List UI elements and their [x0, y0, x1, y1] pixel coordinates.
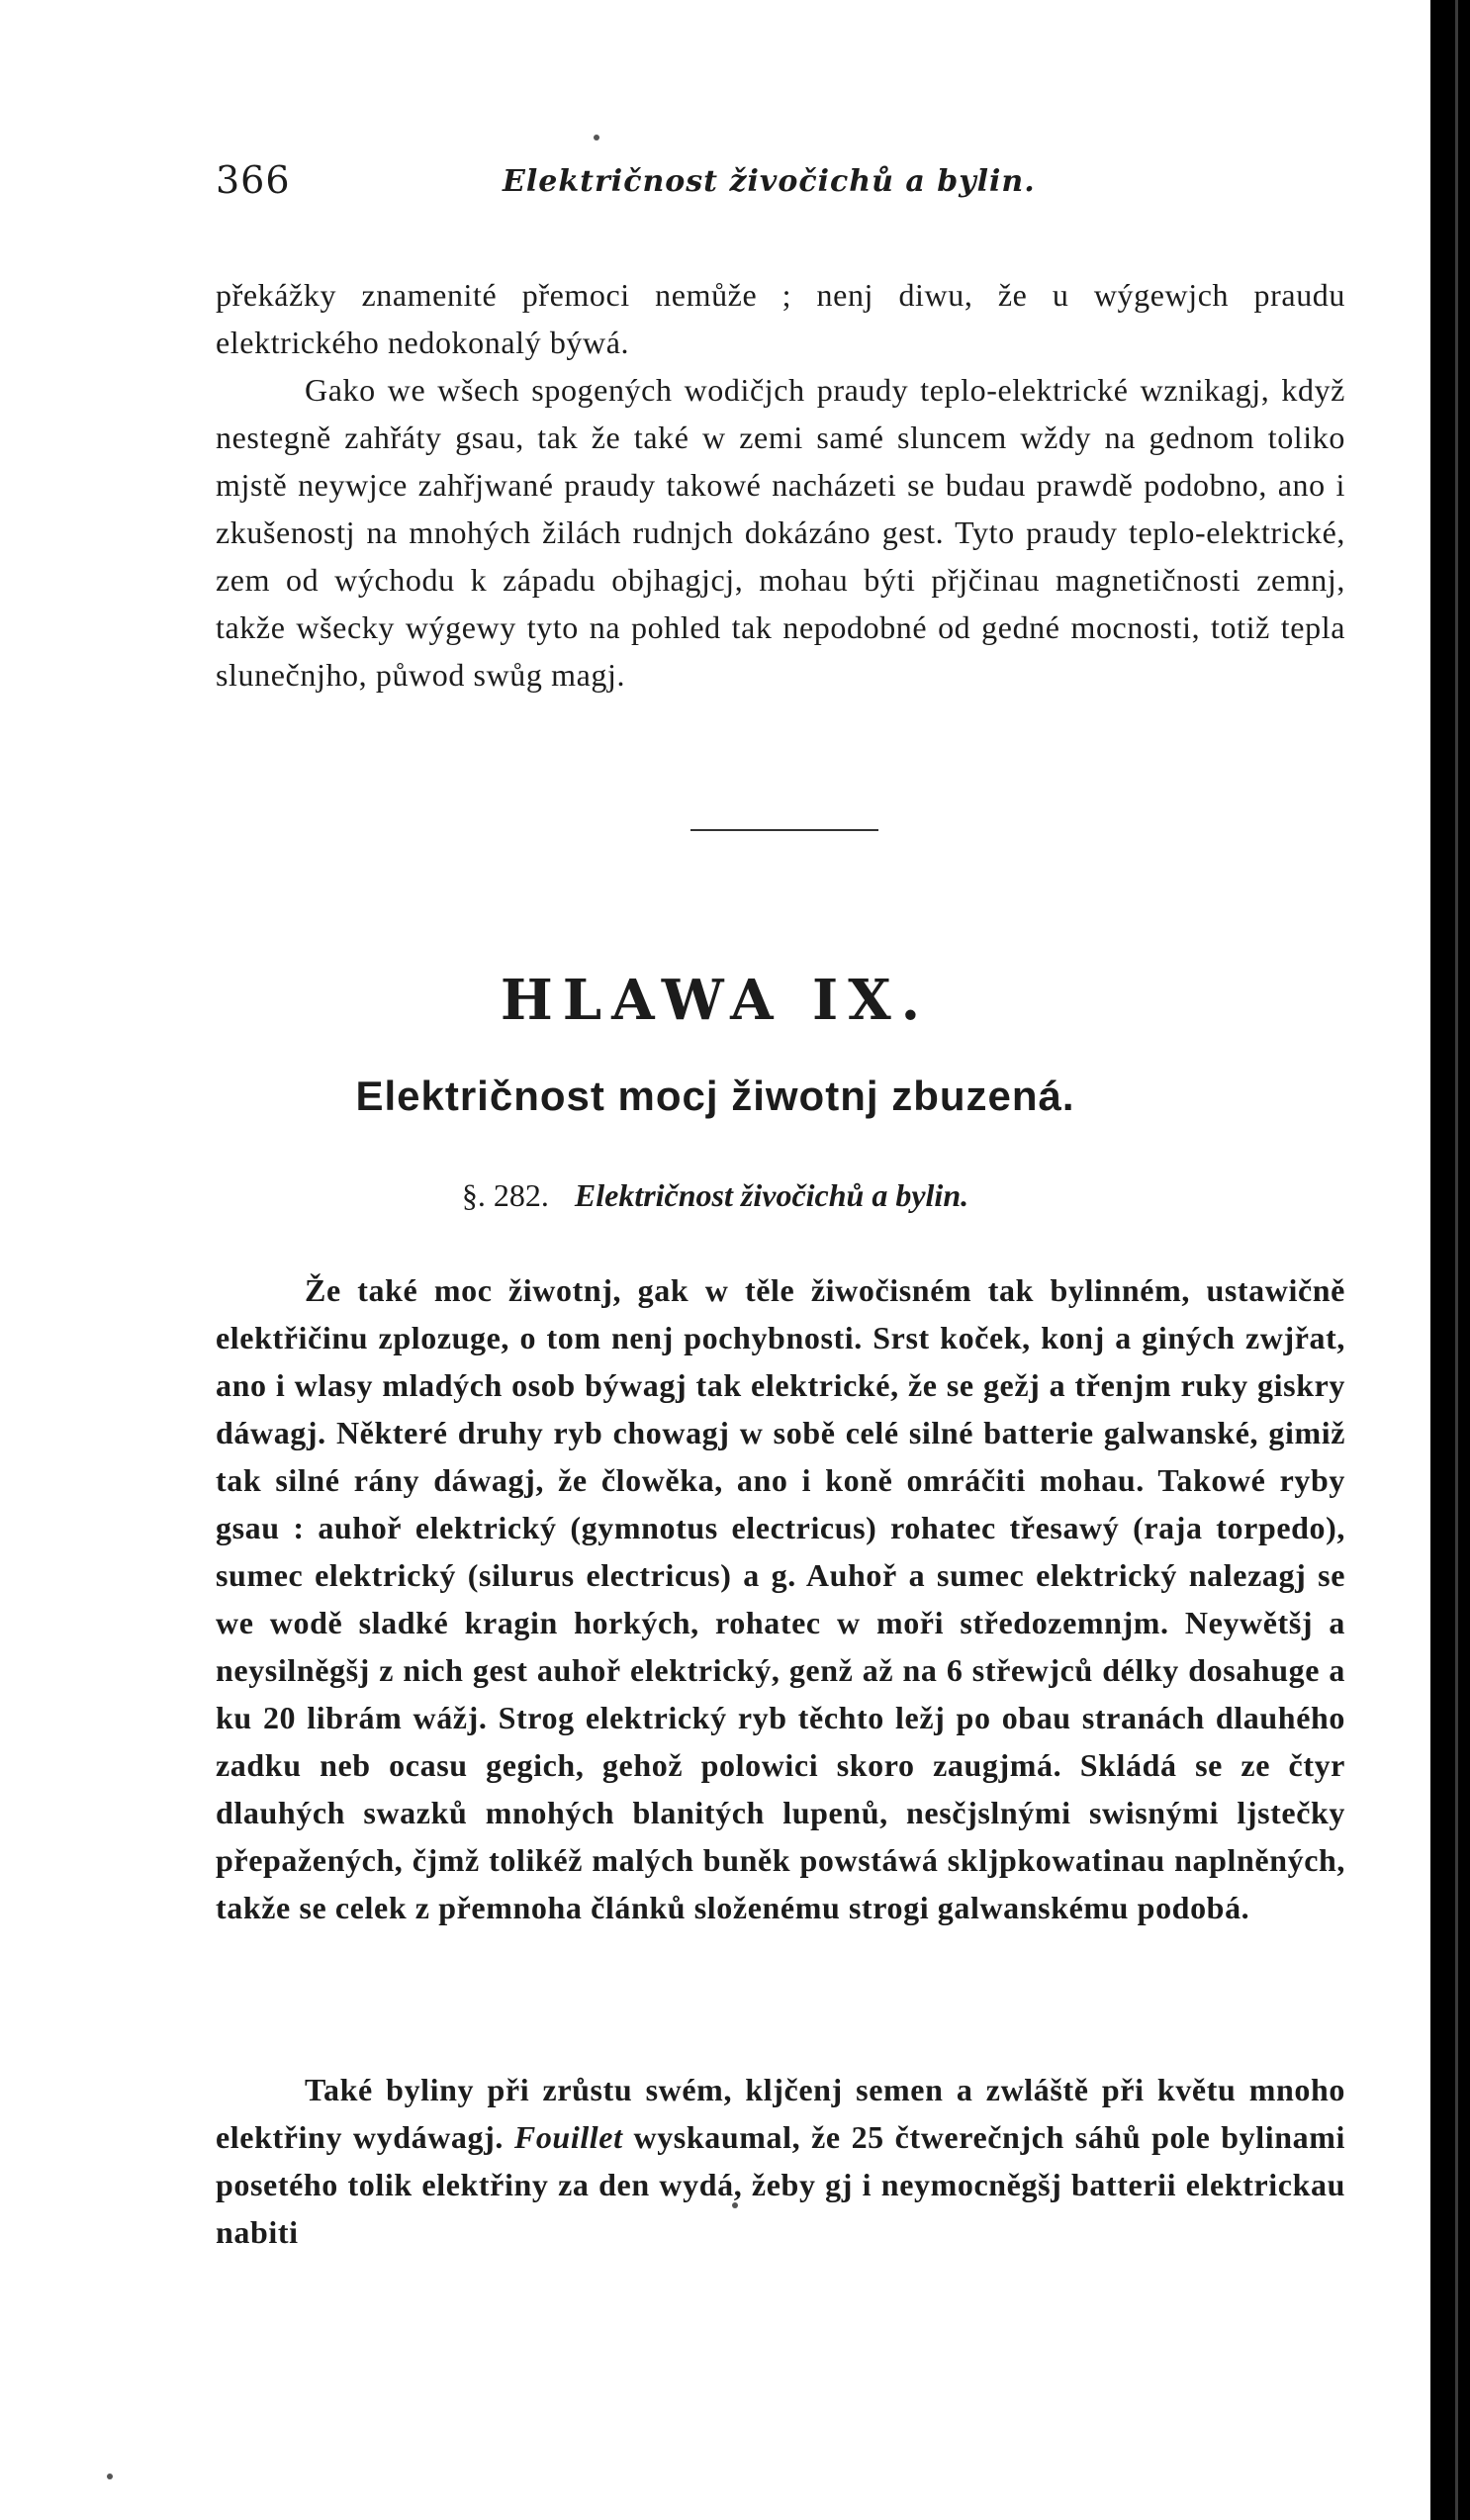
- paragraph-1: překážky znamenité přemoci nemůže ; nenj diwu, že u wýgewjch praudu elektrického nedokonalý býwá.: [216, 277, 1345, 360]
- paragraph-4-part1: Také byliny při zrůstu swém, kljčenj semen a zwláště při květu mnoho elektřiny wydáwagj.: [216, 2072, 1345, 2155]
- speck: [107, 2473, 113, 2479]
- section-number: §. 282.: [461, 1177, 549, 1213]
- page-number: 366: [216, 158, 291, 202]
- scan-border: [1430, 0, 1470, 2520]
- section-heading: [0, 1177, 1430, 1214]
- paragraph-4: [216, 2066, 1345, 2256]
- section-title: Električnost živočichů a bylin.: [574, 1177, 969, 1213]
- speck: [732, 2202, 738, 2208]
- chapter-heading: HLAWA IX.: [500, 968, 931, 1033]
- paragraph-4-part2: wyskaumal, že 25 čtwerečnjch sáhů pole bylinami posetého tolik elektřiny za den wydá, žeby gj i neymocněgšj batterii elektrickau nabiti: [216, 2119, 1346, 2250]
- chapter-subtitle: Električnost mocj žiwotnj zbuzená.: [355, 1073, 1075, 1119]
- page-header: [216, 158, 1353, 206]
- paragraph-3: Že také moc žiwotnj, gak w těle žiwočisném tak bylinném, ustawičně elektřičinu zplozuge, o tom nenj pochybnosti. Srst koček, konj a giných zwjřat, ano i wlasy mladých osob býwagj tak elektrické, že se gežj a třenjm ruky giskry dáwagj. Některé druhy ryb chowagj w sobě celé silné batterie galwanské, gimiž tak silné rány dáwagj, že člowěka, ano i koně omráčiti mohau. Takowé ryby gsau : auhoř elektrický (gymnotus electricus) rohatec třesawý (raja torpedo), sumec elektrický (silurus electricus) a g. Auhoř a sumec elektrický nalezagj se we wodě sladké kragin horkých, rohatec w moři středozemnjm. Neywětšj a neysilněgšj z nich gest auhoř elektrický, genž až na 6 střewjců délky dosahuge a ku 20 librám wážj. Strog elektrický ryb těchto ležj po obau stranách dlauhého zadku neb ocasu gegich, gehož polowici skoro zaugjmá. Skládá se ze čtyr dlauhých swazků mnohých blanitých lupenů, nesčjslnými swisnými ljstečky přepažených, čjmž tolikéž malých buněk powstáwá skljpkowatinau naplněných, takže se celek z přemnoha článků složenému strogi galwanskému podobá.: [216, 1272, 1345, 1925]
- author-name: Fouillet: [513, 2119, 623, 2155]
- paragraph-2: Gako we wšech spogených wodičjch praudy teplo-elektrické wznikagj, když nestegně zahřáty gsau, tak že také w zemi samé sluncem wždy na gednom toliko mjstě neywjce zahřjwané praudy takowé nacházeti se budau prawdě podobno, ano i zkušenostj na mnohých žilách rudnjch dokázáno gest. Tyto praudy teplo-elektrické, zem od wýchodu k západu objhagjcj, mohau býti přjčinau magnetičnosti zemnj, takže wšecky wýgewy tyto na pohled tak nepodobné od gedné mocnosti, totiž tepla slunečnjho, půwod swůg magj.: [216, 372, 1345, 693]
- scan-edge-line: [1455, 0, 1458, 2520]
- speck: [594, 135, 599, 140]
- running-title: Električnost živočichů a bylin.: [503, 164, 1036, 199]
- section-divider: [690, 829, 878, 831]
